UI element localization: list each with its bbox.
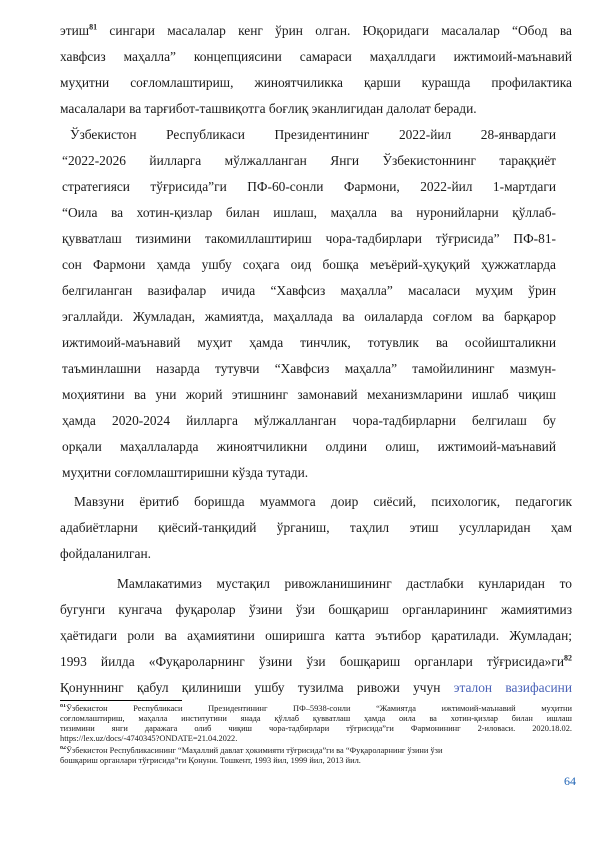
footnote-separator [60, 700, 182, 701]
body-line: орқали маҳаллаларда жиноятчиликни олдини олиш, ижтимоий-маънавий [62, 439, 556, 454]
text-span: сингари масалалар кенг ўрин олган. Юқоридаги масалалар “Обод ва [97, 23, 572, 38]
footnote-line [60, 704, 572, 714]
body-line: “Оила ва хотин-қизлар билан ишлаш, маҳалла ва нуронийларни қўллаб- [62, 205, 556, 220]
body-line: фойдаланилган. [60, 546, 152, 561]
body-line: сон Фармони ҳамда ушбу соҳага оид бошқа меъёрий-ҳуқуқий ҳужжатларда [62, 257, 556, 272]
footnote-ref-81[interactable]: 81 [89, 22, 98, 32]
body-line [60, 22, 572, 39]
body-line: ҳамда 2020-2024 йилларга мўлжалланган чора-тадбирларни белгилаш бу [62, 413, 556, 428]
text-span: Қонуннинг қабул қилиниши ушбу тузилма ривожи учун [60, 680, 454, 695]
body-line: эгаллайди. Жумладан, жамиятда, маҳаллада ва оилаларда соғлом ва барқарор [62, 309, 556, 324]
footnote-link[interactable]: https://lex.uz/docs/-4740345?ONDATE=21.04.2022. [60, 734, 238, 743]
body-line: қувватлаш тизимини такомиллаштириш чора-тадбирлари тўғрисида” ПФ-81- [62, 231, 556, 246]
body-line: таъминлашни назарда тутувчи “Хавфсиз маҳалла” тамойилининг мазмун- [62, 361, 556, 376]
body-line: Мавзуни ёритиб боришда муаммога доир сиёсий, психологик, педагогик [74, 494, 572, 509]
body-line: “2022-2026 йилларга мўлжалланган Янги Ўзбекистоннинг тараққиёт [62, 153, 556, 168]
body-line: Мамлакатимиз мустақил ривожланишининг дастлабки кунларидан то [117, 576, 572, 591]
footnote-marker-82: 82 [60, 746, 66, 752]
footnote-ref-82[interactable]: 82 [564, 653, 572, 663]
body-line: Ўзбекистон Республикаси Президентининг 2022-йил 28-январдаги [70, 127, 556, 142]
text-span: Ўзбекистон Республикасининг “Маҳаллий давлат ҳокимияти тўғрисида”ги ва “Фуқароларнинг ўзини ўзи [66, 746, 443, 755]
body-line: хавфсиз маҳалла” концепциясини самараси маҳаллдаги ижтимоий-маънавий [60, 49, 572, 64]
body-line: ижтимоий-маънавий муҳит ҳамда тинчлик, тотувлик ва осойишталикни [62, 335, 556, 350]
body-line: моҳиятини ва уни жорий этишнинг замонавий механизмларини ишлаб чиқиш [62, 387, 556, 402]
footnote-line: тизимини янги даражага олиб чиқиш чора-тадбирлари тўғрисида”ги Фармонининг 2-иловаси. 2020.18.02. [60, 724, 572, 733]
body-line [60, 653, 572, 670]
body-line: стратегияси тўғрисида”ги ПФ-60-сонли Фармони, 2022-йил 1-мартдаги [62, 179, 556, 194]
highlighted-text: эталон вазифасини [453, 680, 572, 695]
footnote-line [60, 746, 572, 756]
body-line: адабиётларни қиёсий-танқидий ўрганиш, таҳлил этиш усулларидан ҳам [60, 520, 572, 535]
body-line: масалалари ва тарғибот-ташвиқотга боғлиқ эканлигидан далолат беради. [60, 101, 477, 116]
page-number: 64 [564, 774, 576, 788]
text-span: 1993 йилда «Фуқароларнинг ўзини ўзи бошқариш органлари тўғрисида»ги [60, 654, 564, 669]
text-span: этиш [60, 23, 90, 38]
text-span: Ўзбекистон Республикаси Президентининг ПФ–5938-сонли “Жамиятда ижтимоий-маънавий муҳитни [66, 704, 572, 713]
footnote-marker-81: 81 [60, 704, 66, 710]
body-line: муҳитни соғломлаштириш, жиноятчиликка қарши курашда профилактика [60, 75, 572, 90]
body-line [60, 679, 572, 696]
body-line: ҳаётидаги роли ва аҳамиятини оширишга катта эътибор қаратилади. Жумладан; [60, 628, 572, 643]
body-line: муҳитни соғломлаштиришни кўзда тутади. [62, 465, 309, 480]
body-line: бугунги кунгача фуқаролар ўзини ўзи бошқариш органларининг жамиятимиз [60, 602, 572, 617]
body-line: белгиланган вазифалар ичида “Хавфсиз маҳалла” масаласи муҳим ўрин [62, 283, 556, 298]
footnote-line: бошқариш органлари тўғрисида”ги Қонуни. Тошкент, 1993 йил, 1999 йил, 2013 йил. [60, 756, 361, 765]
footnote-line: соғломлаштириш, маҳалла институтини янада қўллаб қувватлаш ҳамда оила ва хотин-қизлар билан ишлаш [60, 714, 572, 723]
